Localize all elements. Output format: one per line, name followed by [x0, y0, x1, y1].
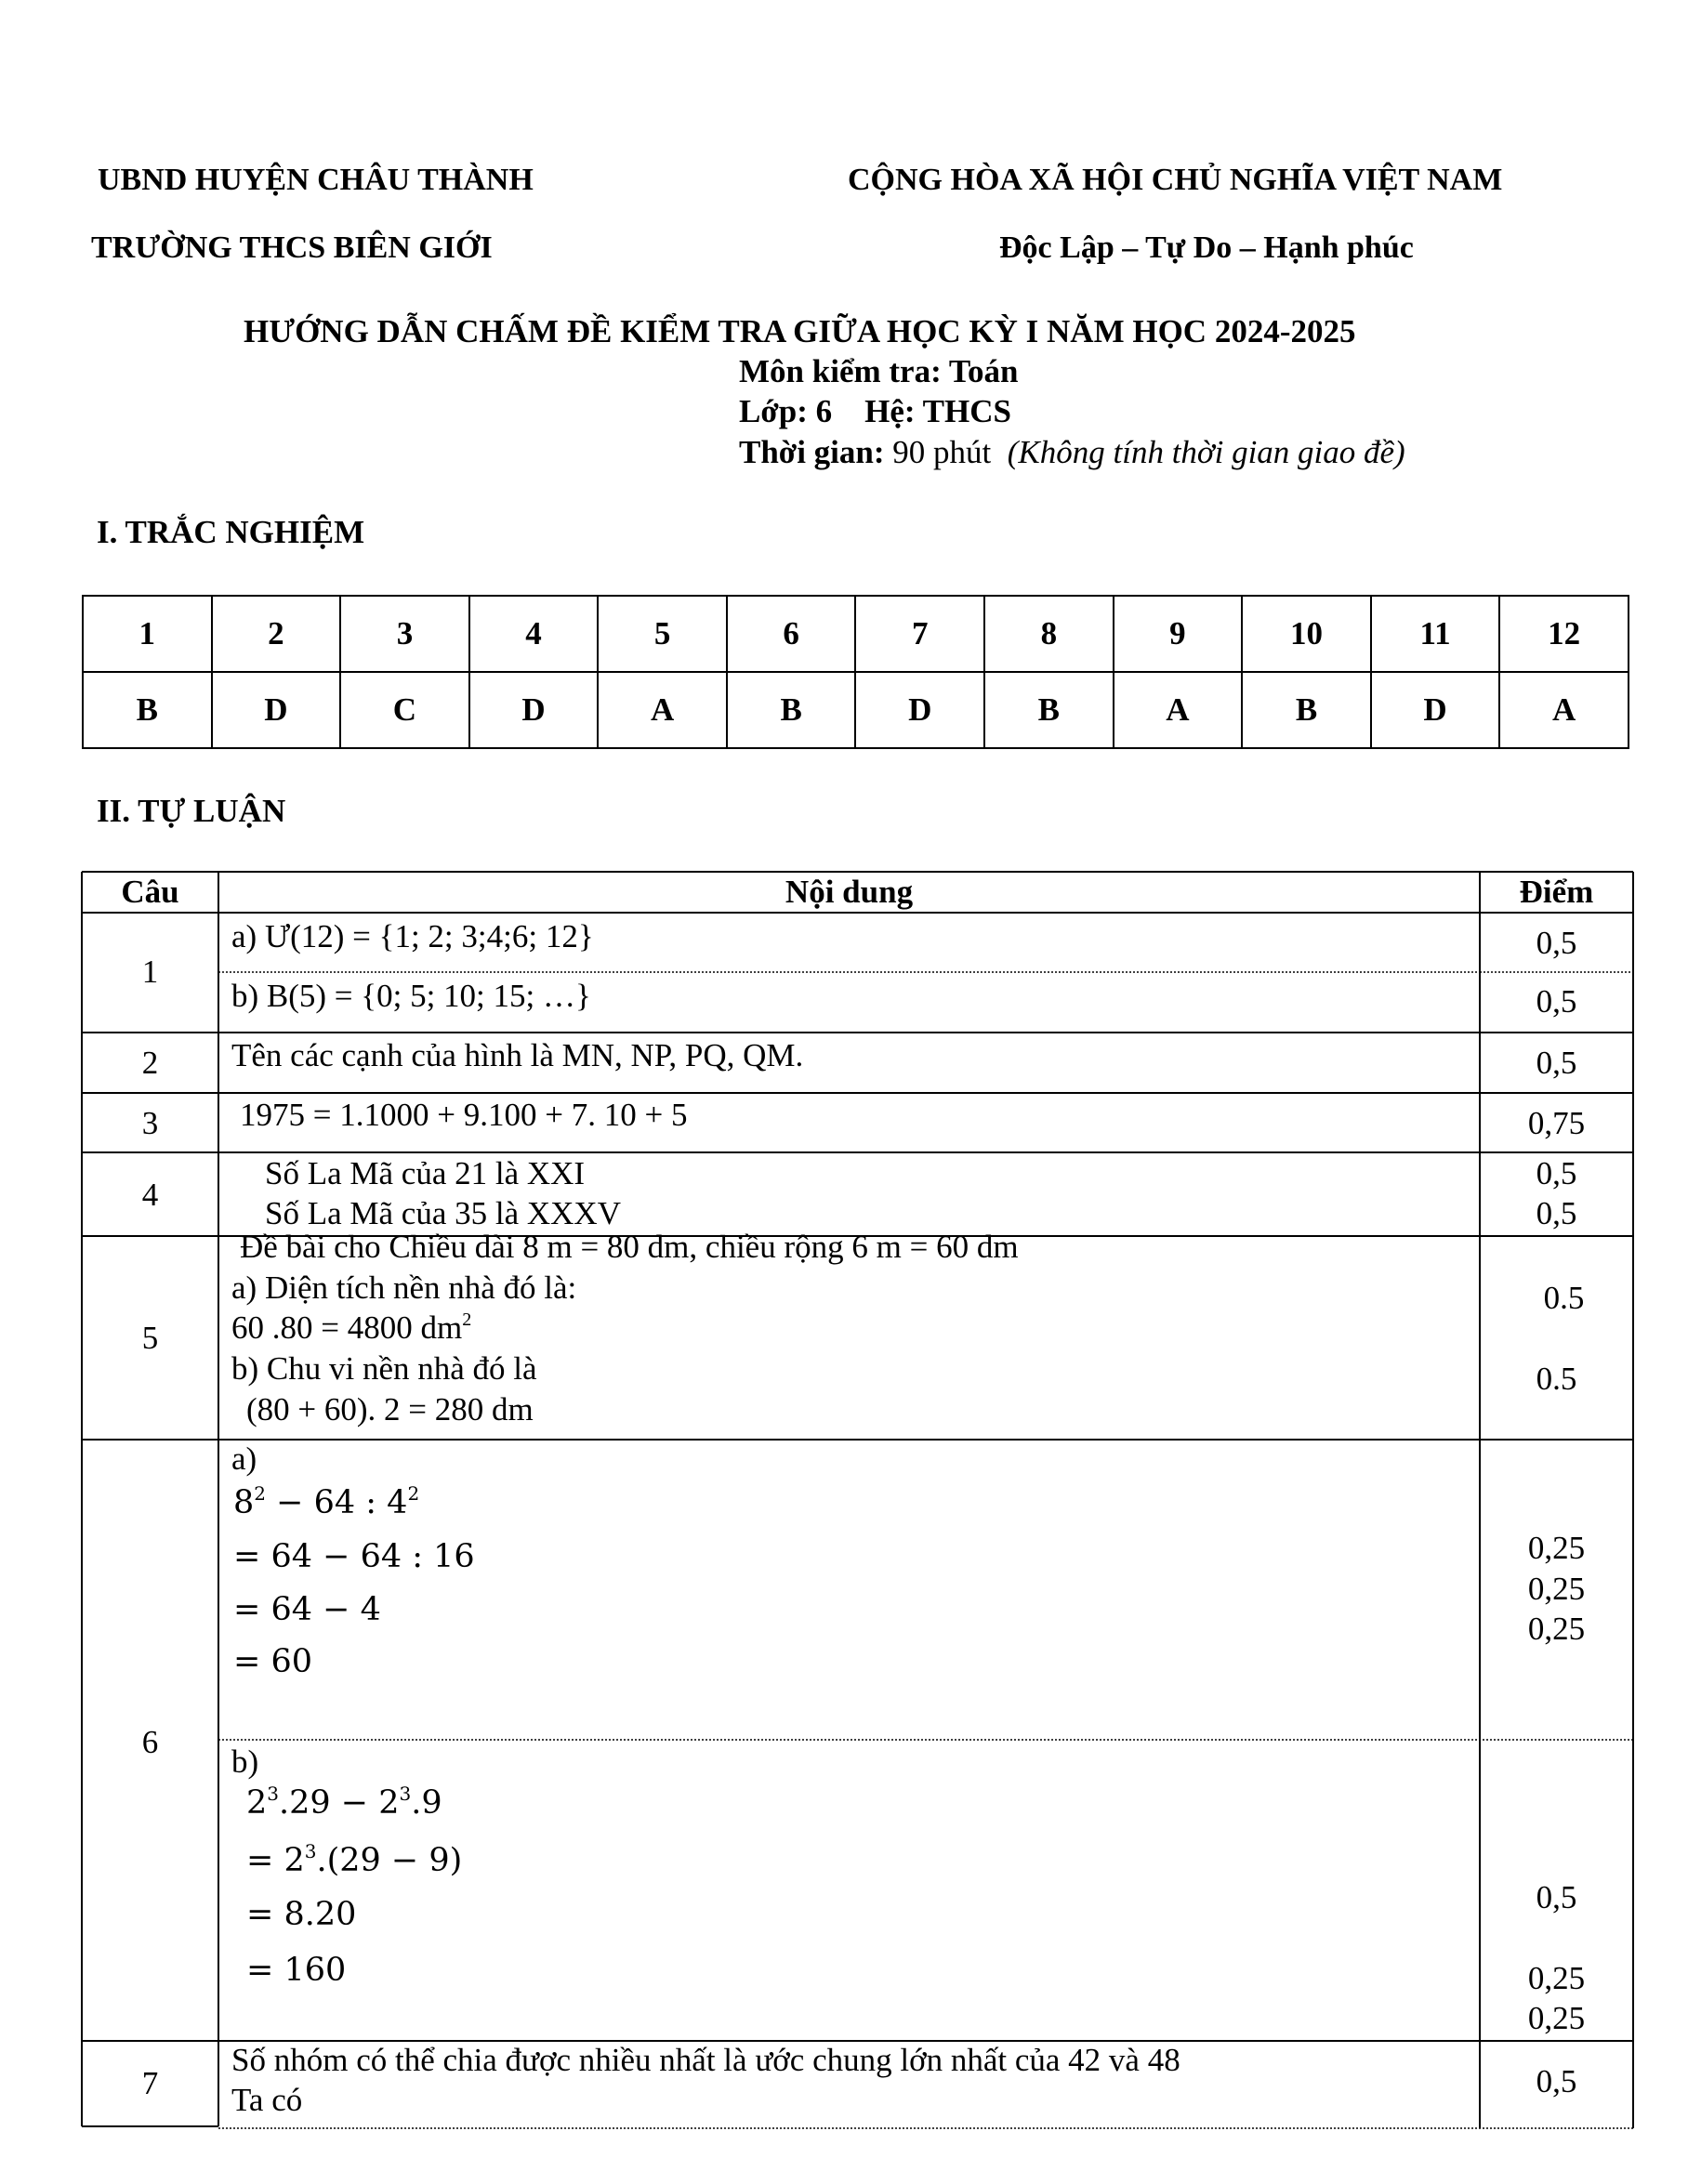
question-6-part-a-points-1: 0,25: [1527, 1530, 1586, 1566]
expr-term: .29 − 2: [279, 1784, 400, 1822]
question-number: 1: [83, 596, 212, 672]
question-7-number: 7: [141, 2065, 159, 2101]
question-6-part-b-points-3: 0,25: [1527, 2000, 1586, 2036]
answer-letter: A: [598, 672, 727, 748]
answer-letter: D: [212, 672, 341, 748]
question-1-part-b-points: 0,5: [1536, 983, 1577, 1020]
question-number: 5: [598, 596, 727, 672]
question-1-part-b: b) B(5) = {0; 5; 10; 15; …}: [231, 978, 591, 1014]
page-title: HƯỚNG DẪN CHẤM ĐỀ KIỂM TRA GIỮA HỌC KỲ I NĂM HỌC 2024-2025: [244, 313, 1356, 349]
question-6-part-a-step-2: = 64 − 4: [233, 1591, 381, 1628]
question-5-line-3: [231, 1309, 471, 1347]
question-number: 6: [727, 596, 856, 672]
expr-exponent: 2: [407, 1482, 420, 1505]
question-6-part-b-points-1: 0,5: [1536, 1879, 1577, 1915]
answer-letter: A: [1114, 672, 1243, 748]
time-value: 90 phút: [892, 434, 992, 470]
question-5-number: 5: [141, 1320, 159, 1356]
question-6-part-a-points-2: 0,25: [1527, 1571, 1586, 1607]
question-3-number: 3: [141, 1105, 159, 1141]
expr-exponent: 3: [399, 1783, 412, 1805]
question-3-content: 1975 = 1.1000 + 9.100 + 7. 10 + 5: [240, 1097, 688, 1133]
question-7-line-2: Ta có: [231, 2082, 303, 2118]
question-6-number: 6: [141, 1724, 159, 1760]
question-2-points: 0,5: [1536, 1045, 1577, 1081]
subject-line: Môn kiểm tra: Toán: [739, 353, 1019, 389]
question-5-points-a: 0.5: [1543, 1280, 1585, 1316]
answer-row: [83, 672, 1629, 748]
school-name: TRƯỜNG THCS BIÊN GIỚI: [91, 230, 493, 265]
question-3-points: 0,75: [1527, 1105, 1586, 1141]
question-5-area-result: 60 .80 = 4800 dm: [231, 1309, 463, 1346]
question-5-area-exponent: 2: [462, 1309, 472, 1330]
question-6-part-a-step-1: = 64 − 64 : 16: [233, 1538, 475, 1575]
system-label: Hệ: THCS: [864, 393, 1011, 429]
expr-exponent: 3: [304, 1840, 317, 1862]
question-number: 12: [1499, 596, 1629, 672]
question-7-points: 0,5: [1536, 2063, 1577, 2099]
question-5-line-1: Đề bài cho Chiều dài 8 m = 80 dm, chiều rộng 6 m = 60 dm: [240, 1229, 1019, 1265]
time-note: (Không tính thời gian giao đề): [1007, 434, 1405, 470]
question-2-content: Tên các cạnh của hình là MN, NP, PQ, QM.: [231, 1037, 804, 1073]
district-name: UBND HUYỆN CHÂU THÀNH: [98, 163, 534, 197]
answer-letter: B: [727, 672, 856, 748]
question-6-part-a-points-3: 0,25: [1527, 1611, 1586, 1647]
question-number: 8: [984, 596, 1114, 672]
answer-letter: C: [340, 672, 469, 748]
question-6-part-a-expression: [233, 1484, 419, 1521]
question-4-line-2: Số La Mã của 35 là XXXV: [265, 1195, 621, 1231]
time-label: Thời gian:: [739, 434, 885, 470]
question-5-points-b: 0.5: [1536, 1361, 1577, 1397]
answer-letter: B: [984, 672, 1114, 748]
question-number: 2: [212, 596, 341, 672]
question-number: 10: [1242, 596, 1371, 672]
question-4-line-1: Số La Mã của 21 là XXI: [265, 1155, 586, 1191]
expr-term: = 2: [246, 1842, 305, 1879]
expr-exponent: 2: [254, 1482, 267, 1505]
question-number: 9: [1114, 596, 1243, 672]
question-6-part-b-expression: [246, 1784, 442, 1822]
question-number: 3: [340, 596, 469, 672]
column-header-content: Nội dung: [785, 874, 914, 910]
question-6-part-b-step-2: = 8.20: [246, 1896, 357, 1933]
expr-term: − 64 : 4: [266, 1484, 408, 1521]
question-6-part-b-points-2: 0,25: [1527, 1960, 1586, 1996]
section-heading-multiple-choice: I. TRẮC NGHIỆM: [97, 514, 365, 550]
grade-line: [739, 393, 1011, 430]
question-number-row: [83, 596, 1629, 672]
question-6-part-a-step-3: = 60: [233, 1643, 312, 1680]
question-1-number: 1: [141, 954, 159, 990]
expr-term: 8: [233, 1484, 255, 1521]
expr-term: .(29 − 9): [316, 1842, 463, 1879]
question-4-number: 4: [141, 1177, 159, 1213]
expr-exponent: 3: [267, 1783, 280, 1805]
answer-letter: D: [469, 672, 599, 748]
answer-letter: B: [1242, 672, 1371, 748]
answer-letter: D: [1371, 672, 1500, 748]
question-5-line-4: b) Chu vi nền nhà đó là: [231, 1350, 537, 1387]
national-motto: Độc Lập – Tự Do – Hạnh phúc: [999, 230, 1414, 265]
question-number: 11: [1371, 596, 1500, 672]
expr-term: 2: [246, 1784, 268, 1822]
question-6-part-b-label: b): [231, 1743, 259, 1780]
time-line: [739, 434, 1405, 471]
expr-term: .9: [411, 1784, 442, 1822]
question-7-line-1: Số nhóm có thể chia được nhiều nhất là ước chung lớn nhất của 42 và 48: [231, 2042, 1180, 2078]
national-title: CỘNG HÒA XÃ HỘI CHỦ NGHĨA VIỆT NAM: [848, 163, 1503, 197]
question-6-part-b-step-1: [246, 1842, 462, 1879]
answer-letter: B: [83, 672, 212, 748]
section-heading-essay: II. TỰ LUẬN: [97, 793, 286, 829]
answer-letter: A: [1499, 672, 1629, 748]
column-header-points: Điểm: [1519, 874, 1594, 910]
answer-letter: D: [855, 672, 984, 748]
question-5-line-5: (80 + 60). 2 = 280 dm: [246, 1391, 534, 1427]
question-4-points-2: 0,5: [1536, 1195, 1577, 1231]
question-6-part-a-label: a): [231, 1441, 257, 1477]
question-number: 7: [855, 596, 984, 672]
question-6-part-b-step-3: = 160: [246, 1952, 347, 1989]
question-2-number: 2: [141, 1045, 159, 1081]
grade-label: Lớp: 6: [739, 393, 833, 429]
column-header-question: Câu: [121, 874, 179, 910]
question-1-part-a: a) Ư(12) = {1; 2; 3;4;6; 12}: [231, 918, 594, 954]
question-5-line-2: a) Diện tích nền nhà đó là:: [231, 1270, 577, 1306]
question-1-part-a-points: 0,5: [1536, 925, 1577, 961]
question-number: 4: [469, 596, 599, 672]
question-4-points-1: 0,5: [1536, 1155, 1577, 1191]
answer-key-table: [82, 595, 1629, 749]
